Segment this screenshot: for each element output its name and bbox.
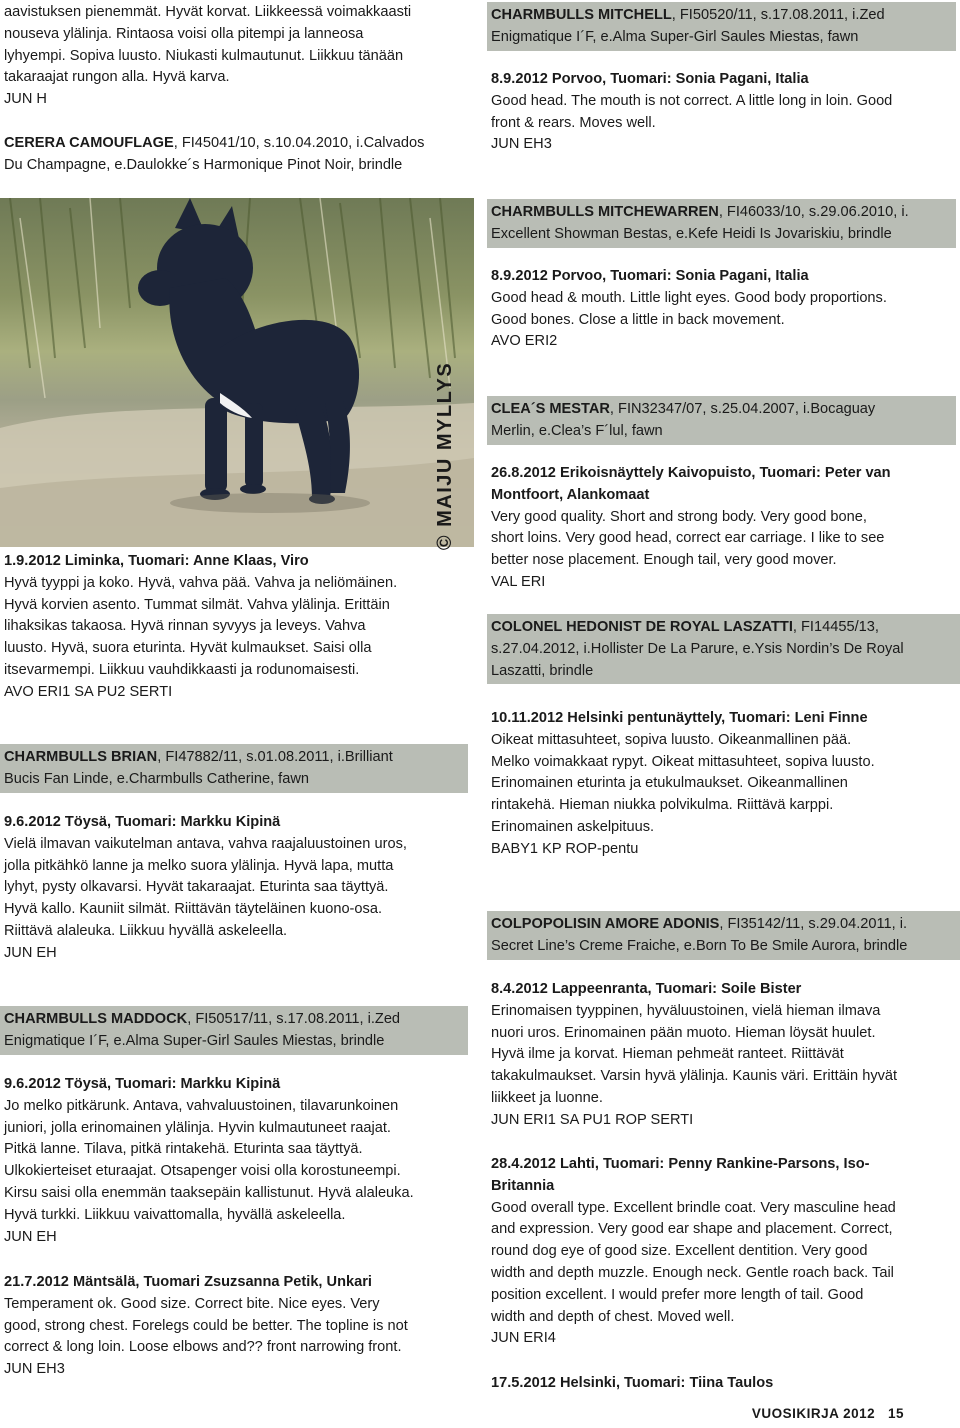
dog-details: , FI45041/10, s.10.04.2010, i.Calvados — [173, 135, 425, 151]
show-title: Britannia — [491, 1177, 555, 1194]
text-line: width and depth muzzle. Enough neck. Gentle roach back. Tail — [491, 1264, 894, 1281]
show-title: 1.9.2012 Liminka, Tuomari: Anne Klaas, Viro — [4, 553, 309, 569]
result-text: JUN EH3 — [491, 136, 552, 153]
entry-helsinki-taulos — [491, 1373, 773, 1395]
entry-kaivopuisto — [491, 463, 891, 594]
text-line: juniori, jolla erinomainen ylälinja. Hyvin kulmautuneet raajat. — [4, 1119, 391, 1136]
entry-cerera — [4, 133, 424, 177]
text-line: short loins. Very good head, correct ear carriage. I like to see — [491, 530, 885, 547]
dog-name: CLEA´S MESTAR — [491, 401, 610, 417]
result-text: JUN H — [4, 91, 47, 108]
photo-credit-text: © MAIJU MYLLYS — [434, 361, 457, 551]
text-line: jolla pitkähkö lanne ja melko suora ylälinja. Hyvä lapa, mutta — [4, 857, 394, 874]
text-line: luusto. Hyvä, suora eturinta. Hyvät kulmaukset. Saisi olla — [4, 640, 372, 657]
dog-details: , FI47882/11, s.01.08.2011, i.Brilliant — [157, 749, 393, 765]
result-text: JUN EH — [4, 944, 57, 961]
photo-credit — [430, 361, 462, 551]
text-line: Melko voimakkaat rypyt. Oikeat mittasuhteet, sopiva luusto. — [491, 753, 875, 770]
dog-pedigree: Merlin, e.Clea’s F´lul, fawn — [491, 422, 663, 439]
dog-pedigree: Enigmatique I´F, e.Alma Super-Girl Saules Miestas, fawn — [491, 28, 859, 45]
text-line: Riittävä alaleuka. Liikkuu hyvällä askeleella. — [4, 922, 288, 939]
dog-details: , FI14455/13, — [792, 619, 879, 635]
dog-name: CHARMBULLS MADDOCK — [4, 1011, 188, 1027]
show-title: 28.4.2012 Lahti, Tuomari: Penny Rankine-Parsons, Iso- — [491, 1156, 870, 1172]
text-line: lyhyempi. Sopiva luusto. Niukasti kulmautunut. Liikkuu tänään — [4, 47, 404, 64]
header-maddock — [0, 1006, 468, 1055]
text-line: Erinomainen eturinta ja etukulmaukset. Oikeanmallinen — [491, 775, 848, 792]
text-line: itsevarmempi. Liikkuu vauhdikkaasti ja rodunomaisesti. — [4, 661, 360, 678]
text-line: good, strong chest. Forelegs could be better. The topline is not — [4, 1317, 408, 1334]
result-text: JUN ERI1 SA PU1 ROP SERTI — [491, 1111, 694, 1128]
header-mitchewarren — [487, 199, 956, 248]
header-brian — [0, 744, 468, 793]
dog-pedigree: Du Champagne, e.Daulokke´s Harmonique Pinot Noir, brindle — [4, 156, 403, 173]
result-text: JUN EH3 — [4, 1361, 65, 1378]
left-intro-block — [4, 2, 411, 111]
text-line: Temperament ok. Good size. Correct bite. Nice eyes. Very — [4, 1295, 380, 1312]
text-line: Good head & mouth. Little light eyes. Good body proportions. — [491, 289, 887, 306]
text-line: Erinomaisen tyyppinen, hyväluustoinen, vielä hieman ilmava — [491, 1002, 881, 1019]
text-line: Hyvä tyyppi ja koko. Hyvä, vahva pää. Vahva ja neliömäinen. — [4, 574, 398, 591]
header-clea — [487, 396, 956, 445]
dog-pedigree: Enigmatique I´F, e.Alma Super-Girl Saules Miestas, brindle — [4, 1032, 385, 1049]
entry-lahti — [491, 1154, 896, 1350]
dog-details: , FIN32347/07, s.25.04.2007, i.Bocaguay — [609, 401, 876, 417]
show-title: 10.11.2012 Helsinki pentunäyttely, Tuomari: Leni Finne — [491, 710, 868, 726]
entry-helsinki-puppy — [491, 708, 875, 861]
result-text: BABY1 KP ROP-pentu — [491, 840, 639, 857]
entry-porvoo-1 — [491, 69, 892, 156]
dog-pedigree: Excellent Showman Bestas, e.Kefe Heidi Is Jovariskiu, brindle — [491, 225, 892, 242]
text-line: Good bones. Close a little in back movement. — [491, 311, 785, 328]
text-line: Good head. The mouth is not correct. A little long in loin. Good — [491, 92, 893, 109]
header-colonel — [487, 614, 960, 684]
entry-toysa-2 — [4, 1074, 414, 1248]
dog-details: , FI50520/11, s.17.08.2011, i.Zed — [671, 7, 885, 23]
dog-pedigree: Secret Line’s Creme Fraiche, e.Born To Be Smile Aurora, brindle — [491, 937, 908, 954]
show-title: 17.5.2012 Helsinki, Tuomari: Tiina Taulos — [491, 1375, 774, 1391]
text-line: front & rears. Moves well. — [491, 114, 656, 131]
text-line: Ulkokierteiset eturaajat. Otsapenger voisi olla korostuneempi. — [4, 1163, 401, 1180]
dog-name: CHARMBULLS MITCHELL — [491, 7, 672, 23]
text-line: Good overall type. Excellent brindle coat. Very masculine head — [491, 1199, 896, 1216]
text-line: nuori uros. Erinomainen pään muoto. Hieman löysät huulet. — [491, 1024, 876, 1041]
result-text: JUN EH — [4, 1228, 57, 1245]
entry-porvoo-2 — [491, 266, 887, 353]
text-line: rintakehä. Hieman niukka polvikulma. Riittävä karppi. — [491, 797, 834, 814]
show-title: 26.8.2012 Erikoisnäyttely Kaivopuisto, Tuomari: Peter van — [491, 465, 891, 481]
text-line: and expression. Very good ear shape and placement. Correct, — [491, 1221, 893, 1238]
text-line: takaraajat rungon alla. Hyvä karva. — [4, 69, 230, 86]
text-line: Pitkä lanne. Tilava, pitkä rintakehä. Eturinta saa täyttyä. — [4, 1141, 363, 1158]
text-line: Hyvä korvien asento. Tummat silmät. Vahva ylälinja. Erittäin — [4, 596, 390, 613]
show-title: 21.7.2012 Mäntsälä, Tuomari Zsuzsanna Petik, Unkari — [4, 1274, 372, 1290]
text-line: position excellent. I would prefer more length of tail. Good — [491, 1286, 864, 1303]
entry-mantsala — [4, 1272, 408, 1381]
text-line: Erinomainen askelpituus. — [491, 818, 655, 835]
text-line: aavistuksen pienemmät. Hyvät korvat. Liikkeessä voimakkaasti — [4, 4, 412, 20]
result-text: JUN ERI4 — [491, 1330, 556, 1347]
header-colpopolisin — [487, 911, 960, 960]
text-line: Vielä ilmavan vaikutelman antava, vahva raajaluustoinen uros, — [4, 835, 407, 852]
text-line: Jo melko pitkärunk. Antava, vahvaluustoinen, tilavarunkoinen — [4, 1097, 399, 1114]
text-line: liikkeet ja luonne. — [491, 1089, 603, 1106]
yearbook-label: VUOSIKIRJA 2012 — [751, 1406, 876, 1422]
show-title: 9.6.2012 Töysä, Tuomari: Markku Kipinä — [4, 814, 281, 830]
result-text: AVO ERI1 SA PU2 SERTI — [4, 683, 173, 700]
entry-toysa-1 — [4, 812, 407, 965]
text-line: nouseva ylälinja. Rintaosa voisi olla pitempi ja lanneosa — [4, 25, 364, 42]
french-bulldog-illustration — [0, 198, 474, 547]
dog-pedigree: Laszatti, brindle — [491, 662, 594, 679]
dog-details: , FI35142/11, s.29.04.2011, i. — [719, 916, 908, 932]
text-line: correct & long loin. Loose elbows and?? front narrowing front. — [4, 1339, 402, 1356]
text-line: Hyvä ilme ja korvat. Hieman pehmeät ranteet. Riittävät — [491, 1046, 844, 1063]
text-line: Hyvä turkki. Liikkuu vaivattomalla, hyvällä askeleella. — [4, 1206, 346, 1223]
text-line: lyhyt, pysty olkavarsi. Hyvät takaraajat. Eturinta saa täyttyä. — [4, 879, 389, 896]
page-number: 15 — [887, 1406, 904, 1422]
dog-name: COLONEL HEDONIST DE ROYAL LASZATTI — [491, 619, 793, 635]
text-line: Hyvä kallo. Kauniit silmät. Riittävän täyteläinen kuono-osa. — [4, 901, 383, 918]
text-line: Very good quality. Short and strong body. Very good bone, — [491, 508, 867, 525]
dog-details: , FI46033/10, s.29.06.2010, i. — [718, 204, 909, 220]
entry-liminka — [4, 551, 397, 704]
text-line: width and depth of chest. Moved well. — [491, 1308, 735, 1325]
dog-name: CERERA CAMOUFLAGE — [4, 135, 174, 151]
show-title: 8.4.2012 Lappeenranta, Tuomari: Soile Bister — [491, 981, 802, 997]
dog-name: COLPOPOLISIN AMORE ADONIS — [491, 916, 720, 932]
show-title: 9.6.2012 Töysä, Tuomari: Markku Kipinä — [4, 1076, 281, 1092]
text-line: Kirsu saisi olla enemmän taaksepäin kallistunut. Hyvä alaleuka. — [4, 1184, 414, 1201]
show-title: 8.9.2012 Porvoo, Tuomari: Sonia Pagani, Italia — [491, 71, 809, 87]
text-line: takakulmaukset. Varsin hyvä ylälinja. Kaunis väri. Erittäin hyvät — [491, 1068, 898, 1085]
page-footer — [752, 1403, 904, 1425]
result-text: AVO ERI2 — [491, 333, 558, 350]
show-title: Montfoort, Alankomaat — [491, 486, 650, 503]
dog-details: , FI50517/11, s.17.08.2011, i.Zed — [187, 1011, 401, 1027]
text-line: round dog eye of good size. Excellent dentition. Very good — [491, 1243, 868, 1260]
result-text: VAL ERI — [491, 573, 546, 590]
show-title: 8.9.2012 Porvoo, Tuomari: Sonia Pagani, Italia — [491, 268, 809, 284]
dog-pedigree: Bucis Fan Linde, e.Charmbulls Catherine, fawn — [4, 770, 310, 787]
text-line: better nose placement. Enough tail, very good mover. — [491, 552, 837, 569]
dog-name: CHARMBULLS BRIAN — [4, 749, 158, 765]
dog-photo — [0, 198, 474, 547]
text-line: Oikeat mittasuhteet, sopiva luusto. Oikeanmallinen pää. — [491, 731, 852, 748]
entry-lappeenranta — [491, 979, 897, 1132]
dog-name: CHARMBULLS MITCHEWARREN — [491, 204, 719, 220]
header-mitchell — [487, 2, 956, 51]
dog-pedigree: s.27.04.2012, i.Hollister De La Parure, e.Ysis Nordin’s De Royal — [491, 640, 904, 657]
text-line: lihaksikas takaosa. Hyvä rinnan syvyys ja leveys. Vahva — [4, 618, 366, 635]
